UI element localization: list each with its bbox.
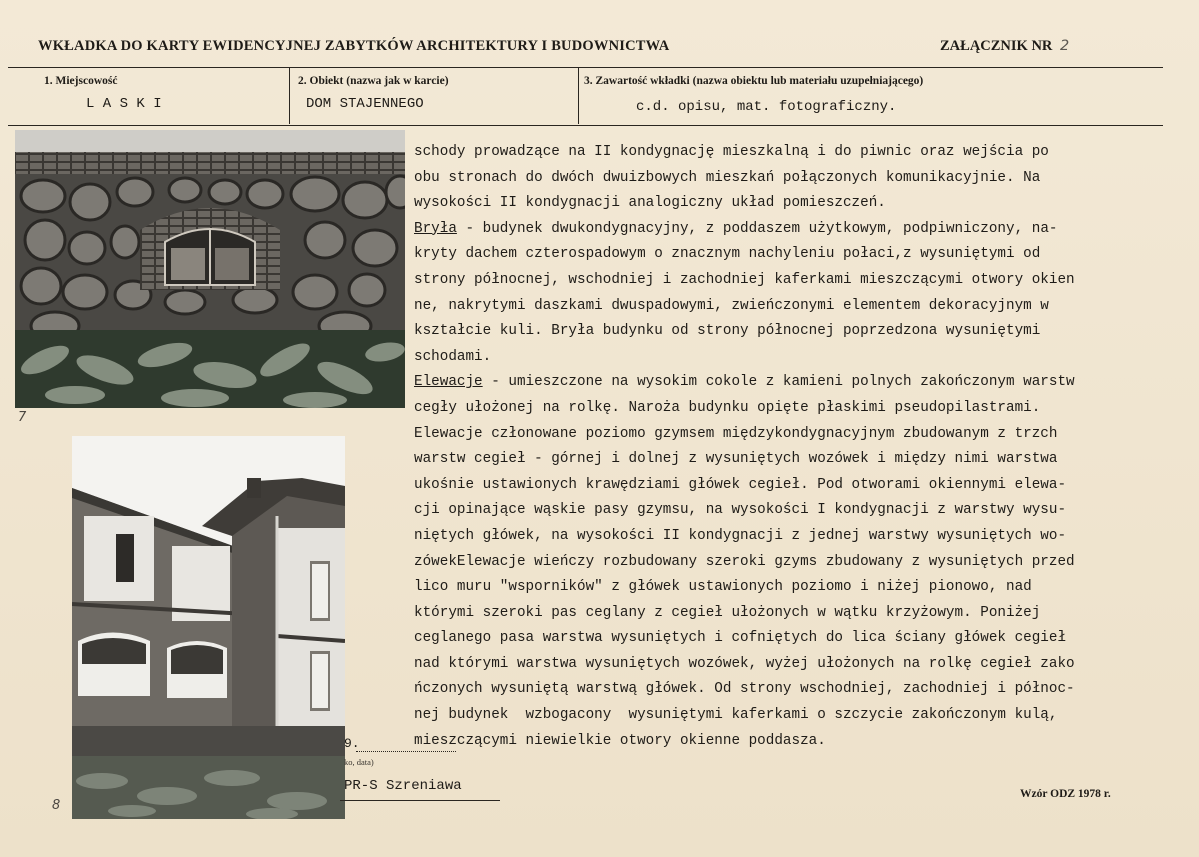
description-line-text: którymi szeroki pas ceglany z cegieł ułożonych w wątku krzyżowym. Poniżej bbox=[414, 604, 1041, 621]
description-line-text: Elewacje członowane poziomo gzymsem międzykondygnacyjnym zbudowanym z trzch bbox=[414, 425, 1058, 442]
description-line-text: ukośnie ustawionych krawędziami główek cegieł. Pod otworami okiennymi elewa- bbox=[414, 476, 1067, 493]
description-line bbox=[414, 396, 1186, 422]
fields-rule bbox=[8, 125, 1163, 126]
description-line-text: mieszczącymi niewielkie otwory okienne poddasza. bbox=[414, 732, 826, 749]
description-line bbox=[414, 550, 1186, 576]
description-line-text: wysokości II kondygnacji analogiczny układ pomieszczeń. bbox=[414, 195, 886, 212]
description-line bbox=[414, 524, 1186, 550]
description-line-text: strony północnej, wschodniej i zachodniej kaferkami mieszczącymi otwory okien bbox=[414, 271, 1075, 288]
description-line-text: cegły ułożonej na rolkę. Naroża budynku opięte płaskimi pseudopilastrami. bbox=[414, 399, 1041, 416]
attachment-number: 2 bbox=[1060, 38, 1070, 54]
signature-name: PR-S Szreniawa bbox=[344, 778, 462, 794]
description-line-text: nej budynek wzbogacony wysuniętymi kaferkami o szczycie zakończonym kulą, bbox=[414, 707, 1058, 724]
description-line bbox=[414, 217, 1186, 243]
field-divider-2 bbox=[578, 68, 579, 124]
description-line bbox=[414, 677, 1186, 703]
description-line bbox=[414, 575, 1186, 601]
description-line-text: niętych główek, na wysokości II kondygnacji z jednej warstwy wysuniętych wo- bbox=[414, 527, 1067, 544]
description-text bbox=[414, 140, 1186, 754]
description-line-text: nad którymi warstwa wysuniętych wozówek, wyżej ułożonych na rolkę cegieł zako bbox=[414, 655, 1075, 672]
description-line bbox=[414, 703, 1186, 729]
object-label: 2. Obiekt (nazwa jak w karcie) bbox=[298, 75, 449, 87]
field-divider-1 bbox=[289, 68, 290, 124]
description-line bbox=[414, 447, 1186, 473]
description-line-text: cji opinające wąskie pasy gzymsu, na wysokości I kondygnacji z warstwy wysu- bbox=[414, 502, 1067, 519]
description-line-text: schodami. bbox=[414, 348, 492, 365]
description-line-text: lico muru "wsporników" z główek ustawionych poziomo i niżej pionowo, nad bbox=[414, 579, 1032, 596]
description-line bbox=[414, 166, 1186, 192]
description-line-text: warstw cegieł - górnej i dolnej z wysuniętych wozówek i między nimi warstwa bbox=[414, 451, 1058, 468]
locality-label: 1. Miejscowość bbox=[44, 75, 118, 87]
description-line bbox=[414, 319, 1186, 345]
header-rule bbox=[8, 67, 1163, 68]
signature-label: ko, data) bbox=[344, 757, 374, 767]
description-line bbox=[414, 652, 1186, 678]
description-line bbox=[414, 729, 1186, 755]
description-line-text: kryty dachem czterospadowym o znacznym nachyleniu połaci,z wysuniętymi od bbox=[414, 246, 1041, 263]
description-line bbox=[414, 140, 1186, 166]
description-line-text: ne, nakrytymi daszkami dwuspadowymi, zwieńczonymi elementem dekoracyjnym w bbox=[414, 297, 1049, 314]
contents-value: c.d. opisu, mat. fotograficzny. bbox=[636, 99, 897, 115]
contents-label: 3. Zawartość wkładki (nazwa obiektu lub materiału uzupełniającego) bbox=[584, 75, 924, 87]
card-title: WKŁADKA DO KARTY EWIDENCYJNEJ ZABYTKÓW ARCHITEKTURY I BUDOWNICTWA bbox=[38, 38, 670, 54]
description-line-text: kształcie kuli. Bryła budynku od strony północnej poprzedzona wysuniętymi bbox=[414, 323, 1041, 340]
description-line-text: - budynek dwukondygnacyjny, z poddaszem użytkowym, podpiwniczony, na- bbox=[456, 220, 1058, 237]
description-line bbox=[414, 601, 1186, 627]
description-line bbox=[414, 626, 1186, 652]
attachment-label bbox=[940, 38, 1069, 55]
description-line bbox=[414, 422, 1186, 448]
description-line-text: ceglanego pasa warstwa wysuniętych i cofniętych do lica ściany główek cegieł bbox=[414, 630, 1067, 647]
brick-house-facade-photo-icon bbox=[72, 436, 345, 819]
stone-wall-window-photo-icon bbox=[15, 130, 405, 408]
description-line bbox=[414, 498, 1186, 524]
description-line-text: schody prowadzące na II kondygnację mieszkalną i do piwnic oraz wejścia po bbox=[414, 144, 1049, 160]
description-line-text: obu stronach do dwóch dwuizbowych mieszkań połączonych komunikacyjnie. Na bbox=[414, 169, 1041, 186]
object-value: DOM STAJENNEGO bbox=[306, 96, 424, 112]
description-line bbox=[414, 268, 1186, 294]
photo-number-7: 7 bbox=[18, 410, 27, 425]
description-line bbox=[414, 294, 1186, 320]
description-line bbox=[414, 473, 1186, 499]
description-line-text: - umieszczone na wysokim cokole z kamieni polnych zakończonym warstw bbox=[482, 374, 1075, 391]
description-line bbox=[414, 242, 1186, 268]
description-line bbox=[414, 370, 1186, 396]
photo-stone-wall bbox=[15, 130, 405, 408]
photo-number-8: 8 bbox=[52, 798, 61, 813]
section-heading: Elewacje bbox=[414, 374, 483, 391]
signature-number: 9. bbox=[344, 736, 360, 751]
description-line bbox=[414, 345, 1186, 371]
locality-value: L A S K I bbox=[86, 96, 162, 112]
description-line bbox=[414, 191, 1186, 217]
attachment-label-text: ZAŁĄCZNIK NR bbox=[940, 38, 1053, 54]
form-version: Wzór ODZ 1978 r. bbox=[1020, 788, 1111, 800]
signature-underline bbox=[340, 800, 500, 801]
description-line-text: ńczonych wysuniętą warstwą główek. Od strony wschodniej, zachodniej i północ- bbox=[414, 681, 1075, 698]
photo-brick-house bbox=[72, 436, 345, 819]
signature-dotted-line bbox=[356, 751, 456, 752]
description-line-text: zówekElewacje wieńczy rozbudowany szeroki gzyms zbudowany z wysuniętych przed bbox=[414, 553, 1075, 570]
section-heading: Bryła bbox=[414, 220, 457, 237]
